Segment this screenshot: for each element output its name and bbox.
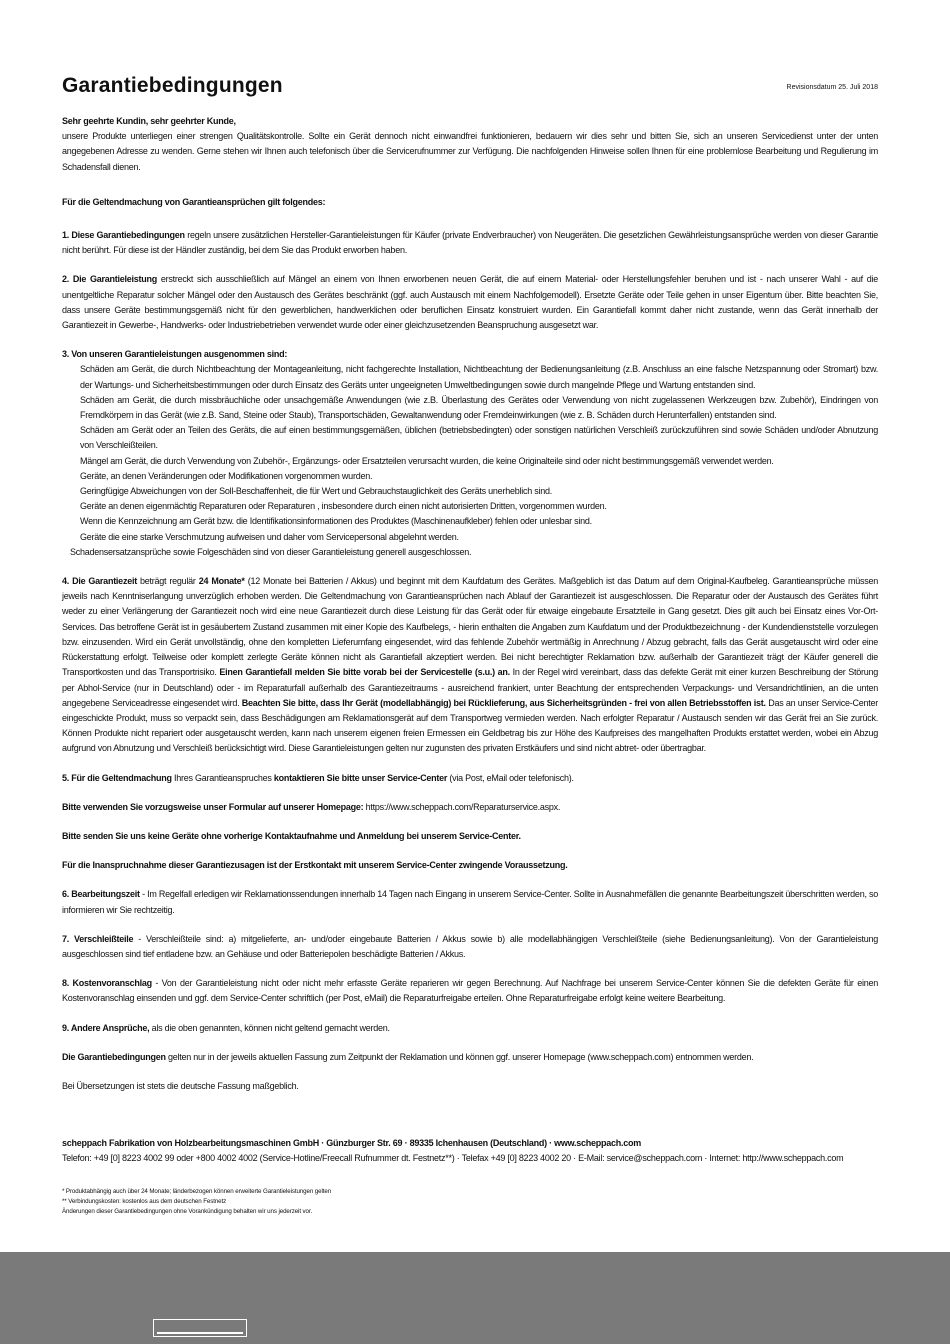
section-9-heading: 9. Andere Ansprüche, (62, 1022, 150, 1033)
section-5-no-devices: Bitte senden Sie uns keine Geräte ohne vorherige Kontaktaufnahme und Anmeldung bei unserem Service-Center. (62, 830, 521, 841)
greeting: Sehr geehrte Kundin, sehr geehrter Kunde, (62, 116, 236, 126)
validity-note (62, 1050, 878, 1065)
section-8 (62, 976, 878, 1006)
page-title: Garantiebedingungen (62, 74, 283, 97)
section-5-text: (via Post, eMail oder telefonisch). (447, 772, 574, 783)
exclusion-item: Wenn die Kennzeichnung am Gerät bzw. die Identifikationsinformationen des Produktes (Maschinenaufkleber) fehlen oder unlesbar sind. (80, 516, 592, 527)
exclusion-item: Schäden am Gerät, die durch Nichtbeachtung der Montageanleitung, nicht fachgerechte Installation, Nichtbeachtung der Bedienungsanleitung (z.B. Anschluss an eine falsche Netzspannung oder Stromart) bzw. der Wartungs- und Sicherheitsbestimmungen oder durch Einsatz des Geräts unter ungeeigneten Umweltbedingungen sowie durch mangelnde Pflege und Wartung entstanden sind. (80, 364, 878, 390)
footnote: * Produktabhängig auch über 24 Monate; länderbezogen können erweiterte Garantieleistungen gelten (62, 1187, 332, 1195)
section-5 (62, 771, 878, 786)
company-address: scheppach Fabrikation von Holzbearbeitungsmaschinen GmbH · Günzburger Str. 69 · 89335 Ichenhausen (Deutschland) · www.scheppach.com (62, 1138, 642, 1149)
section-7-text: - Verschleißteile sind: a) mitgelieferte, an- und/oder eingebaute Batterien / Akkus sowie b) alle modellabhängigen Verschleißteile (siehe Bedienungsanleitung). Von der Garantieleistung ausgeschlossen sind tief entladene bzw. an Gehäuse und oder Batteriepolen beschädigte Batterien / Akkus. (62, 933, 878, 959)
section-9-text: als die oben genannten, können nicht geltend gemacht werden. (149, 1022, 390, 1033)
validity-text: gelten nur in der jeweils aktuellen Fassung zum Zeitpunkt der Reklamation und können ggf. unserer Homepage (www.scheppach.com) entnommen werden. (165, 1051, 754, 1062)
exclusion-item: Schäden am Gerät oder an Teilen des Geräts, die auf einen bestimmungsgemäßen, üblichen (betriebsbedingten) oder sonstigen natürlichen Verschleiß zurückzuführen sind sowie Schäden und/oder Abnutzung von Verschleißteilen. (80, 425, 878, 451)
section-3-heading: 3. Von unseren Garantieleistungen ausgenommen sind: (62, 349, 288, 360)
bottom-band (0, 1252, 950, 1344)
section-4-text: Das an unser Service-Center eingeschickte Produkt, muss so verpackt sein, dass Beschädigungen am Reklamationsgerät auf dem Transportweg vermieden werden. Nach erfolgter Reparatur / Austausch senden wir das Gerät frei an Sie zurück. Können Produkte nicht repariert oder ausgetauscht werden, kann nach unserem eigenen freien Ermessen ein Geldbetrag bis zur Höhe des Kaufpreises des mangelhaften Produkts erstattet werden, wobei ein Abzug aufgrund von Abnutzung und Verschleiß berücksichtigt wird. Diese Garantieleistungen gelten nur zugunsten des privaten Erstkäufers und sind nicht abtret- oder übertragbar. (62, 697, 878, 754)
exclusion-item: Geräte, an denen Veränderungen oder Modifikationen vorgenommen wurden. (80, 470, 373, 481)
document-header (62, 72, 878, 100)
intro-paragraph: unsere Produkte unterliegen einer strengen Qualitätskontrolle. Sollte ein Gerät dennoch nicht einwandfrei funktionieren, bedauern wir dies sehr und bitten Sie, sich an unseren Servicedienst unter der unten angegebenen Adresse zu wenden. Gerne stehen wir Ihnen auch telefonisch über die Servicerufnummer zur Verfügung. Die nachfolgenden Hinweise sollen Ihnen für eine problemlose Bearbeitung und Regulierung im Schadensfall dienen. (62, 131, 878, 172)
band-outline-box (153, 1319, 247, 1337)
section-4-text: In der Regel wird vereinbart, dass das defekte Gerät mit einer kurzen Beschreibung der Störung per Abhol-Service (nur in Deutschland) oder - im Reparaturfall außerhalb des Garantiezeitraums - ausreichend frankiert, unter Beachtung der entsprechenden Verpackungs- und Versandrichtlinien, an die unten angegebene Serviceadresse eingesendet wird. (62, 667, 879, 708)
translation-note: Bei Übersetzungen ist stets die deutsche Fassung maßgeblich. (62, 1080, 299, 1091)
section-1-text: regeln unsere zusätzlichen Hersteller-Garantieleistungen für Käufer (private Endverbraucher) von Neugeräten. Die gesetzlichen Gewährleistungsansprüche werden von dieser Garantie nicht berührt. Für diese ist der Händler zuständig, bei dem Sie das Produkt erworben haben. (62, 230, 879, 256)
section-4-text: beträgt regulär (136, 576, 199, 587)
section-4-heading: 4. Die Garantiezeit (62, 576, 137, 587)
footnote: Änderungen dieser Garantiebedingungen ohne Vorankündigung behalten wir uns jederzeit vor. (62, 1207, 313, 1215)
document-body (62, 114, 878, 1167)
revision-date: Revisionsdatum 25. Juli 2018 (786, 84, 878, 91)
section-1-heading: 1. Diese Garantiebedingungen (62, 230, 185, 241)
exclusion-item: Geräte an denen eigenmächtig Reparaturen oder Reparaturen , insbesondere durch einen nicht autorisierten Dritten, vorgenommen wurden. (80, 501, 607, 512)
company-contact: Telefon: +49 [0] 8223 4002 99 oder +800 4002 4002 (Service-Hotline/Freecall Rufnummer dt. Festnetz**) · Telefax +49 [0] 8223 4002 20 · E-Mail: service@scheppach.com · Internet: http://www.scheppach.com (62, 1153, 844, 1164)
warranty-period: 24 Monate* (198, 576, 245, 587)
exclusion-item: Mängel am Gerät, die durch Verwendung von Zubehör-, Ergänzungs- oder Ersatzteilen verursacht wurden, die keine Originalteile sind oder nicht bestimmungsgemäß verwendet werden. (80, 455, 774, 466)
homepage-hint: Bitte verwenden Sie vorzugsweise unser Formular auf unserer Homepage: (62, 801, 364, 812)
section-4-notice: Einen Garantiefall melden Sie bitte vorab bei der Servicestelle (s.u.) an. (219, 667, 510, 678)
section-2-heading: 2. Die Garantieleistung (62, 274, 157, 285)
section-6-text: - Im Regelfall erledigen wir Reklamationssendungen innerhalb 14 Tagen nach Eingang in unserem Service-Center. Sollte in Ausnahmefällen die genannte Bearbeitungszeit überschritten werden, so informieren wir Sie rechtzeitig. (62, 889, 878, 915)
section-4-notice: Beachten Sie bitte, dass Ihr Gerät (modellabhängig) bei Rücklieferung, aus Sicherheitsgründen - frei von allen Betriebsstoffen ist. (241, 697, 766, 708)
section-2-text: erstreckt sich ausschließlich auf Mängel an einem von Ihnen erworbenen neuen Gerät, die auf einem Material- oder Herstellungsfehler beruhen und ist - nach unserer Wahl - auf die unentgeltliche Reparatur solcher Mängel oder den Austausch des Gerätes beschränkt (ggf. auch Austausch mit einem Nachfolgemodell). Ersetzte Geräte oder Teile gehen in unser Eigentum über. Bitte beachten Sie, dass unsere Geräte bestimmungsgemäß nicht für den gewerblichen, handwerklichen oder beruflichen Einsatz konstruiert wurden. Ein Garantiefall kommt daher nicht zustande, wenn das Gerät innerhalb der Garantiezeit in Gewerbe-, Handwerks- oder Industriebetrieben verwendet wurde oder einer gleichzusetzenden Beanspruchung ausgesetzt war. (62, 274, 878, 331)
footnotes (62, 1187, 878, 1217)
exclusion-item: Schäden am Gerät, die durch missbräuchliche oder unsachgemäße Anwendungen (wie z.B. Überlastung des Gerätes oder Verwendung von nicht zugelassenen Werkzeugen bzw. Zubehör), Eindringen von Fremdkörpern in das Gerät (wie z.B. Sand, Steine oder Staub), Transportschäden, Gewaltanwendung oder Fremdeinwirkungen (wie z. B. Schäden durch Herunterfallen) entstanden sind. (80, 394, 878, 421)
lead-heading: Für die Geltendmachung von Garantieansprüchen gilt folgendes: (62, 196, 326, 207)
section-7 (62, 932, 878, 962)
validity-heading: Die Garantiebedingungen (62, 1051, 166, 1062)
section-6-heading: 6. Bearbeitungszeit (62, 889, 140, 900)
section-9 (62, 1021, 878, 1036)
warranty-document (62, 72, 878, 1217)
repair-service-url[interactable]: https://www.scheppach.com/Reparaturservice.aspx. (363, 801, 561, 812)
footnote: ** Verbindungskosten: kostenlos aus dem deutschen Festnetz (62, 1197, 227, 1205)
section-6 (62, 887, 878, 917)
section-7-heading: 7. Verschleißteile (62, 933, 134, 944)
exclusion-item: Geringfügige Abweichungen von der Soll-Beschaffenheit, die für Wert und Gebrauchstauglichkeit des Geräts unerheblich sind. (80, 486, 552, 497)
section-4 (62, 574, 878, 756)
section-5-heading: 5. Für die Geltendmachung (62, 772, 172, 783)
section-5-first-contact: Für die Inanspruchnahme dieser Garantiezusagen ist der Erstkontakt mit unserem Service-Center zwingende Voraussetzung. (62, 860, 568, 871)
section-8-text: - Von der Garantieleistung nicht oder nicht mehr erfasste Geräte reparieren wir gegen Berechnung. Auf Nachfrage bei unserem Service-Center können Sie die defekten Geräte für einen Kostenvoranschlag einsenden und ggf. dem Service-Center schriftlich (per Post, eMail) die Reparaturfreigabe erteilen. Ohne Reparaturfreigabe erfolgt keine weitere Bearbeitung. (62, 978, 878, 1004)
section-5-contact: kontaktieren Sie bitte unser Service-Center (273, 772, 448, 783)
exclusion-item: Geräte die eine starke Verschmutzung aufweisen und daher vom Servicepersonal abgelehnt werden. (80, 531, 459, 542)
section-4-text: (12 Monate bei Batterien / Akkus) und beginnt mit dem Kaufdatum des Gerätes. Maßgeblich ist das Datum auf dem Original-Kaufbeleg. Garantieansprüche müssen jeweils nach Kenntniserlangung unverzüglich erhoben werden. Die Geltendmachung von Garantieansprüchen nach Ablauf der Garantiezeit ist ausgeschlossen. Die Reparatur oder der Austausch des Gerätes führt weder zu einer Verlängerung der Garantiezeit noch wird eine neue Garantiezeit durch diese Leistung für das Gerät oder für etwaige eingebaute Ersatzteile in Gang gesetzt. Dies gilt auch bei Einsatz eines Vor-Ort-Services. Das betroffene Gerät ist in gesäubertem Zustand zusammen mit einer Kopie des Kaufbelegs, - hierin enthalten die Angaben zum Kaufdatum und der Produktbezeichnung - der Kundendienststelle vorzulegen bzw. einzusenden. Wird ein Gerät unvollständig, ohne den kompletten Lieferumfang eingesendet, wird das fehlende Zubehör wertmäßig in Anrechnung / Abzug gebracht, falls das Gerät ausgetauscht wird oder eine Rückerstattung erfolgt. Teilweise oder komplett zerlegte Geräte können nicht als Garantiefall akzeptiert werden. Bei nicht berechtigter Reklamation bzw. außerhalb der Garantiezeit trägt der Käufer generell die Transportkosten und das Transportrisiko. (62, 576, 879, 678)
section-2 (62, 272, 878, 333)
section-5-homepage (62, 800, 878, 815)
exclusion-list (62, 362, 878, 544)
section-3-tail: Schadensersatzansprüche sowie Folgeschäden sind von dieser Garantieleistung generell ausgeschlossen. (70, 546, 472, 557)
section-8-heading: 8. Kostenvoranschlag (62, 978, 152, 989)
section-5-text: Ihres Garantieanspruches (171, 772, 274, 783)
section-1 (62, 228, 878, 258)
